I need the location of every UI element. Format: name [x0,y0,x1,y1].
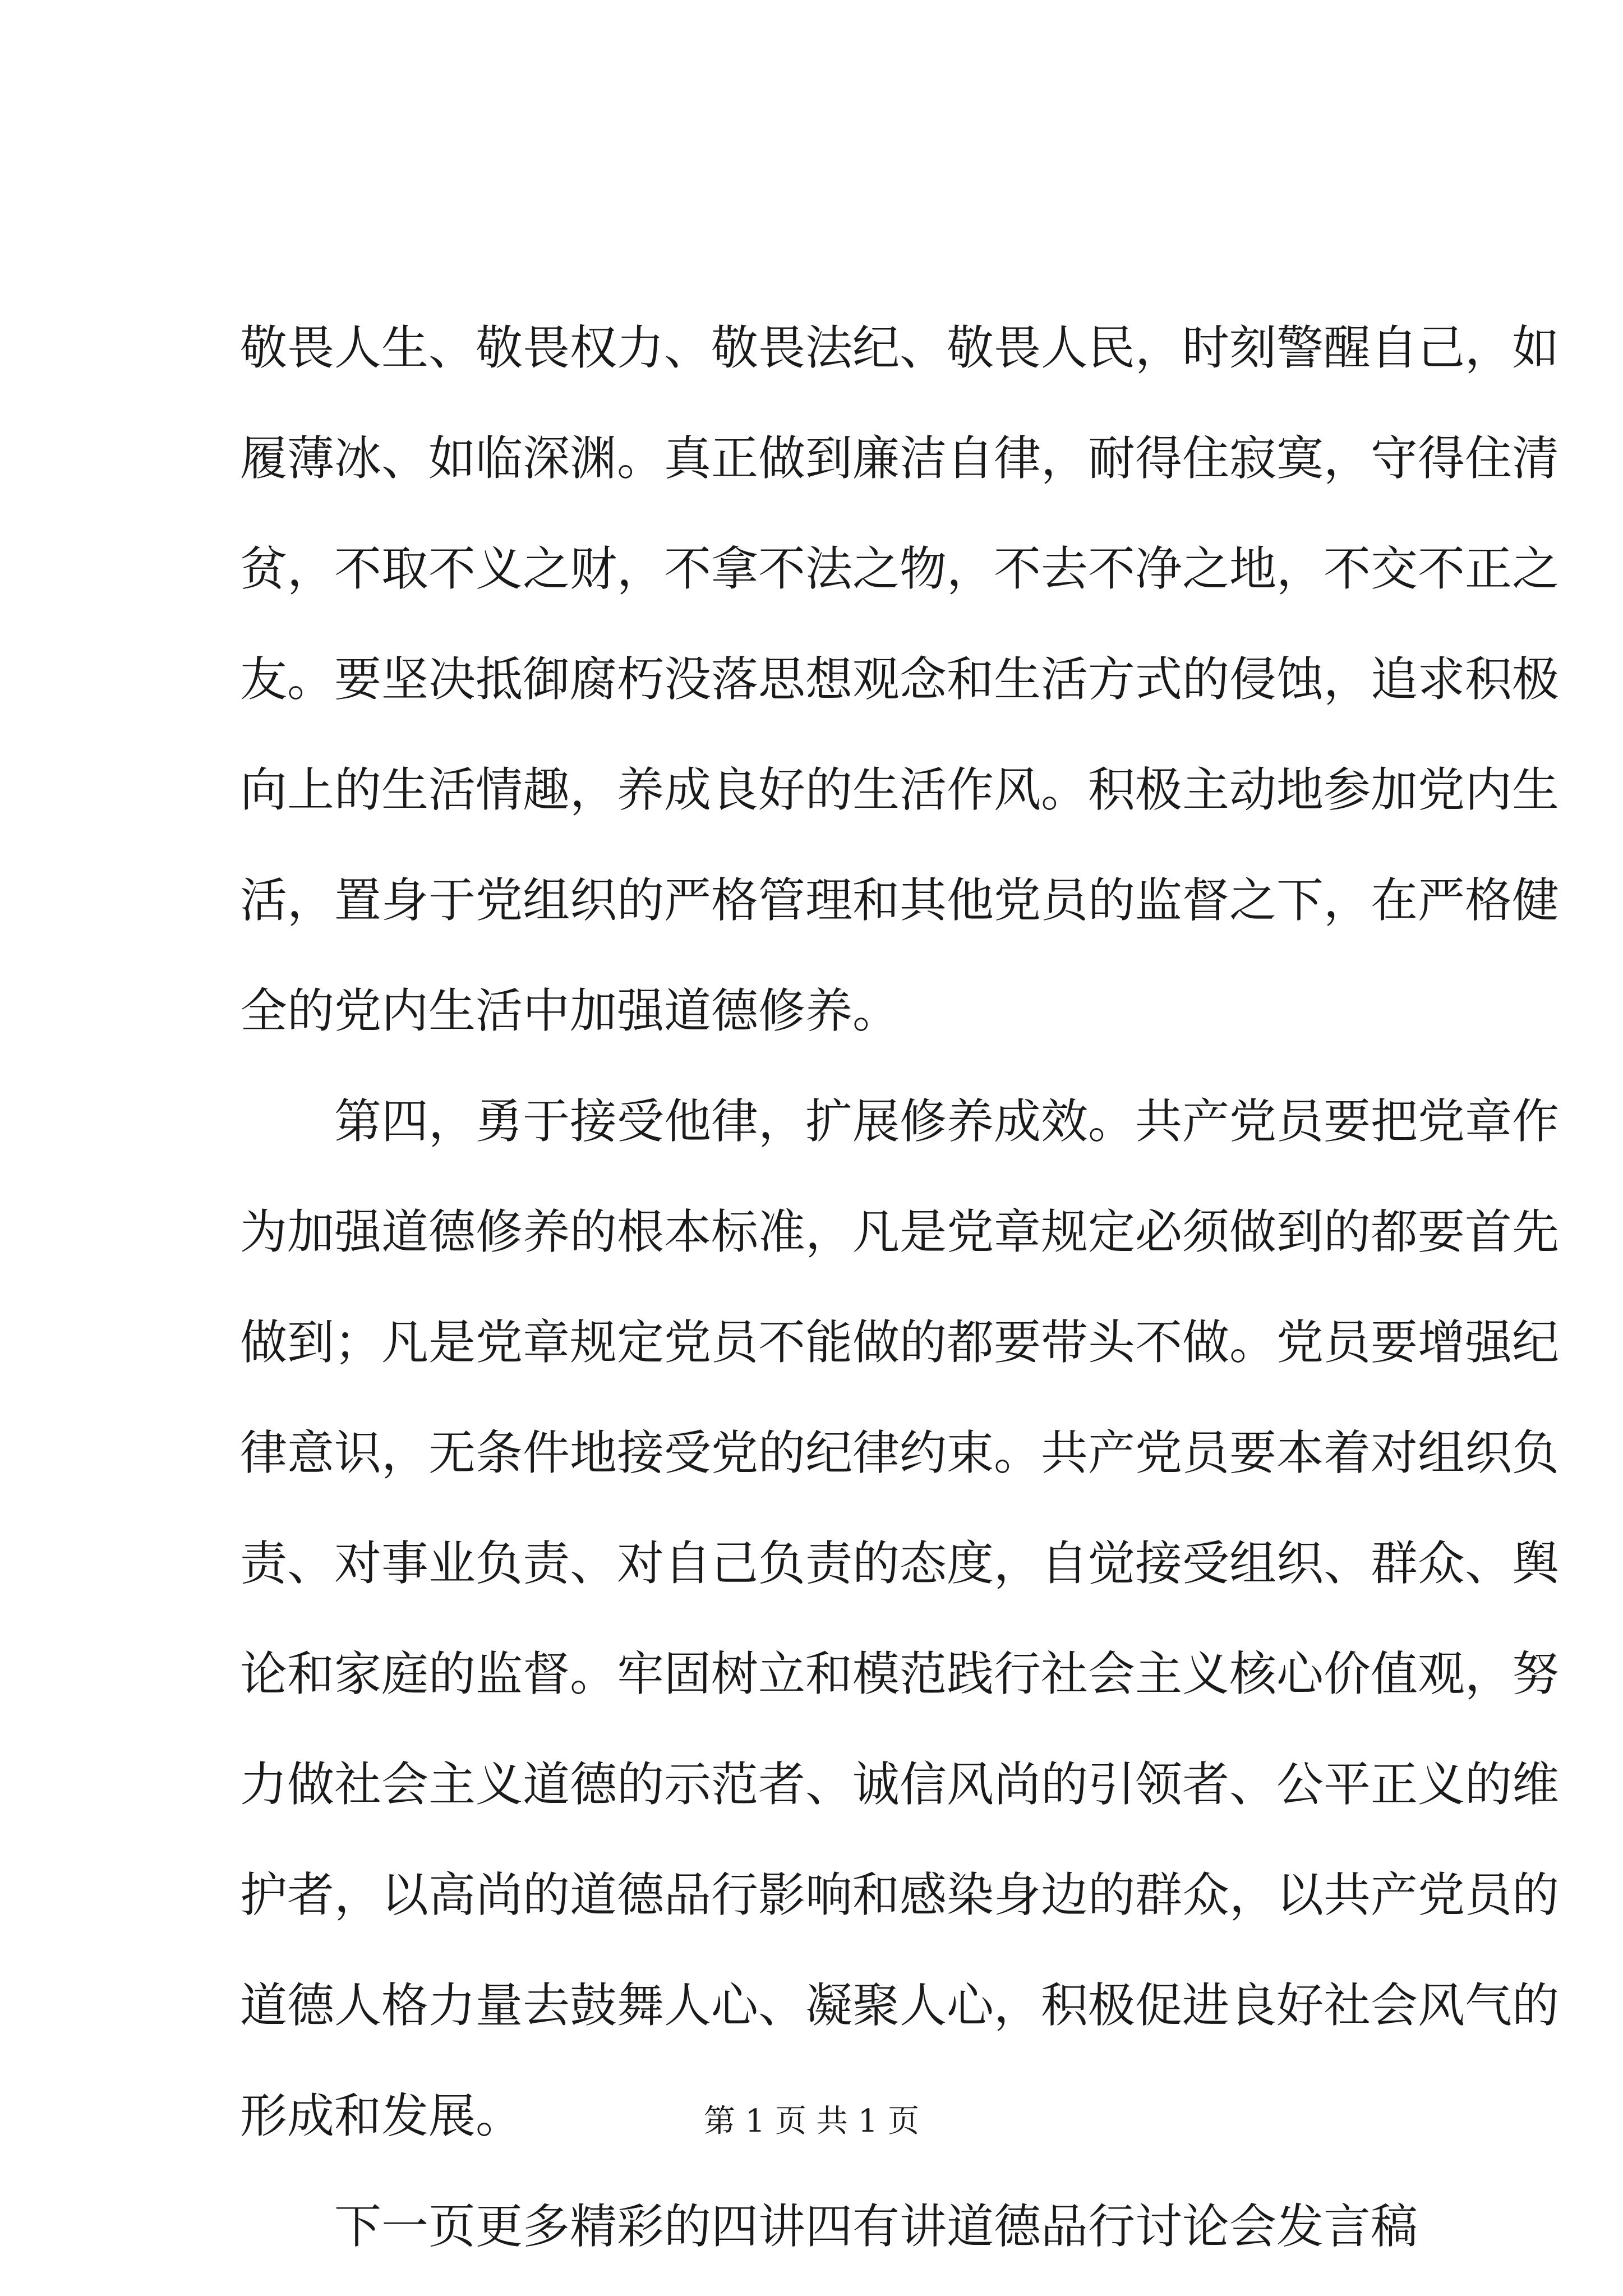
text-line: 为加强道德修养的根本标准，凡是党章规定必须做到的都要首先 [240,1204,1560,1259]
text-line: 友。要坚决抵御腐朽没落思想观念和生活方式的侵蚀，追求积极 [240,652,1560,707]
text-line: 律意识，无条件地接受党的纪律约束。共产党员要本着对组织负 [240,1425,1560,1480]
text-line: 责、对事业负责、对自己负责的态度，自觉接受组织、群众、舆 [240,1536,1560,1591]
page-number-label: 第 1 页 共 1 页 [703,2103,920,2139]
text-line: 向上的生活情趣，养成良好的生活作风。积极主动地参加党内生 [240,762,1560,817]
text-line: 道德人格力量去鼓舞人心、凝聚人心，积极促进良好社会风气的 [240,1978,1560,2033]
text-line: 履薄冰、如临深渊。真正做到廉洁自律，耐得住寂寞，守得住清 [240,431,1560,486]
text-line: 论和家庭的监督。牢固树立和模范践行社会主义核心价值观，努 [240,1646,1560,1701]
paragraph-2 [240,1066,1560,2171]
text-line: 敬畏人生、敬畏权力、敬畏法纪、敬畏人民，时刻警醒自己，如 [240,320,1560,375]
document-body [240,293,1560,2282]
text-line: 下一页更多精彩的四讲四有讲道德品行讨论会发言稿 [240,2199,1418,2254]
text-line: 活，置身于党组织的严格管理和其他党员的监督之下，在严格健 [240,873,1560,928]
text-line: 形成和发展。 [240,2088,523,2143]
text-line: 力做社会主义道德的示范者、诚信风尚的引领者、公平正义的维 [240,1757,1560,1812]
text-line: 第四，勇于接受他律，扩展修养成效。共产党员要把党章作 [240,1094,1560,1149]
text-line: 贫，不取不义之财，不拿不法之物，不去不净之地，不交不正之 [240,541,1560,596]
paragraph-1 [240,293,1560,1066]
text-line: 全的党内生活中加强道德修养。 [240,983,900,1038]
text-line: 做到；凡是党章规定党员不能做的都要带头不做。党员要增强纪 [240,1315,1560,1370]
text-line: 护者，以高尚的道德品行影响和感染身边的群众，以共产党员的 [240,1867,1560,1922]
paragraph-3 [240,2171,1427,2282]
page-footer [0,2099,1623,2144]
